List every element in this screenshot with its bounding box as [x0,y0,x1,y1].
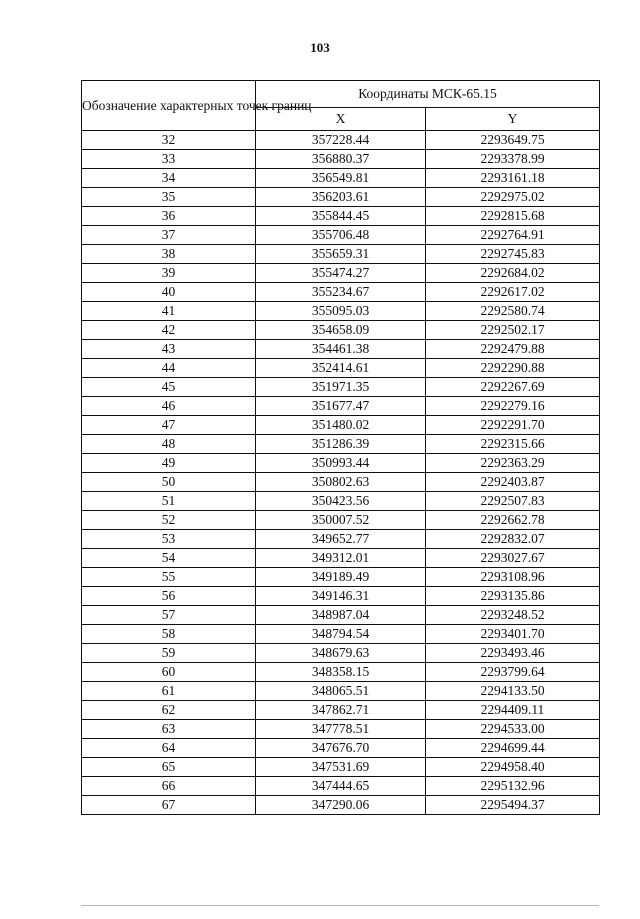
y-cell: 2292764.91 [426,226,600,245]
table-row [82,777,600,796]
table-row [82,416,600,435]
point-cell: 60 [82,663,256,682]
table-row [82,492,600,511]
point-cell: 66 [82,777,256,796]
header-row-top [82,81,600,108]
point-cell: 38 [82,245,256,264]
table-row [82,739,600,758]
x-cell: 347531.69 [256,758,426,777]
x-cell: 352414.61 [256,359,426,378]
table-row [82,321,600,340]
table-row [82,302,600,321]
y-cell: 2292279.16 [426,397,600,416]
y-cell: 2295494.37 [426,796,600,815]
x-cell: 348794.54 [256,625,426,644]
y-cell: 2292662.78 [426,511,600,530]
x-cell: 347290.06 [256,796,426,815]
table-row [82,720,600,739]
x-cell: 348987.04 [256,606,426,625]
x-cell: 349312.01 [256,549,426,568]
point-cell: 51 [82,492,256,511]
point-cell: 34 [82,169,256,188]
point-cell: 65 [82,758,256,777]
y-cell: 2293401.70 [426,625,600,644]
point-cell: 58 [82,625,256,644]
x-cell: 356203.61 [256,188,426,207]
x-cell: 347862.71 [256,701,426,720]
point-cell: 44 [82,359,256,378]
y-cell: 2295132.96 [426,777,600,796]
y-cell: 2292975.02 [426,188,600,207]
x-cell: 355095.03 [256,302,426,321]
x-cell: 347444.65 [256,777,426,796]
point-cell: 47 [82,416,256,435]
table-row [82,473,600,492]
y-cell: 2294133.50 [426,682,600,701]
x-cell: 355659.31 [256,245,426,264]
table-row [82,340,600,359]
y-cell: 2292502.17 [426,321,600,340]
point-cell: 35 [82,188,256,207]
x-cell: 350007.52 [256,511,426,530]
point-cell: 36 [82,207,256,226]
table-row [82,796,600,815]
x-cell: 349189.49 [256,568,426,587]
table-row [82,378,600,397]
table-row [82,682,600,701]
table-row [82,188,600,207]
point-cell: 50 [82,473,256,492]
x-cell: 347676.70 [256,739,426,758]
table-row [82,644,600,663]
point-cell: 64 [82,739,256,758]
x-cell: 351677.47 [256,397,426,416]
point-cell: 43 [82,340,256,359]
table-row [82,435,600,454]
x-cell: 348065.51 [256,682,426,701]
y-cell: 2292507.83 [426,492,600,511]
table-row [82,245,600,264]
table-row [82,169,600,188]
y-cell: 2294958.40 [426,758,600,777]
point-cell: 54 [82,549,256,568]
y-cell: 2292815.68 [426,207,600,226]
point-cell: 57 [82,606,256,625]
x-cell: 354461.38 [256,340,426,359]
x-cell: 349652.77 [256,530,426,549]
table-row [82,530,600,549]
table-row [82,359,600,378]
point-cell: 67 [82,796,256,815]
x-cell: 350802.63 [256,473,426,492]
y-cell: 2293378.99 [426,150,600,169]
x-cell: 348358.15 [256,663,426,682]
coordinates-table [81,80,600,815]
y-cell: 2292267.69 [426,378,600,397]
point-cell: 56 [82,587,256,606]
x-cell: 355706.48 [256,226,426,245]
x-cell: 350423.56 [256,492,426,511]
y-cell: 2293135.86 [426,587,600,606]
page-number: 103 [310,40,330,55]
x-cell: 355234.67 [256,283,426,302]
x-cell: 355844.45 [256,207,426,226]
table-row [82,511,600,530]
point-cell: 53 [82,530,256,549]
point-cell: 41 [82,302,256,321]
point-cell: 52 [82,511,256,530]
table-row [82,663,600,682]
page-bottom-rule [81,905,599,906]
x-cell: 351286.39 [256,435,426,454]
x-cell: 354658.09 [256,321,426,340]
y-cell: 2293799.64 [426,663,600,682]
y-cell: 2294699.44 [426,739,600,758]
x-cell: 350993.44 [256,454,426,473]
y-cell: 2292832.07 [426,530,600,549]
y-cell: 2292617.02 [426,283,600,302]
table-row [82,454,600,473]
point-cell: 59 [82,644,256,663]
point-cell: 37 [82,226,256,245]
x-cell: 348679.63 [256,644,426,663]
y-cell: 2292479.88 [426,340,600,359]
y-cell: 2292745.83 [426,245,600,264]
y-cell: 2292684.02 [426,264,600,283]
y-cell: 2292315.66 [426,435,600,454]
table-row [82,549,600,568]
table-row [82,701,600,720]
y-cell: 2293161.18 [426,169,600,188]
table-row [82,625,600,644]
y-cell: 2294533.00 [426,720,600,739]
y-cell: 2292291.70 [426,416,600,435]
table-row [82,264,600,283]
y-cell: 2292403.87 [426,473,600,492]
y-cell: 2294409.11 [426,701,600,720]
table-row [82,283,600,302]
y-cell: 2293248.52 [426,606,600,625]
point-cell: 40 [82,283,256,302]
x-cell: 349146.31 [256,587,426,606]
table-row [82,758,600,777]
table-header [82,81,600,131]
point-cell: 39 [82,264,256,283]
table-row [82,226,600,245]
x-cell: 357228.44 [256,131,426,150]
table-body [82,131,600,815]
y-cell: 2292290.88 [426,359,600,378]
y-cell: 2293649.75 [426,131,600,150]
point-cell: 45 [82,378,256,397]
point-cell: 63 [82,720,256,739]
x-cell: 351480.02 [256,416,426,435]
point-column-header: Обозначение характерных точек границ [82,81,256,131]
y-cell: 2293108.96 [426,568,600,587]
x-cell: 351971.35 [256,378,426,397]
point-cell: 61 [82,682,256,701]
point-cell: 55 [82,568,256,587]
table-row [82,131,600,150]
point-cell: 62 [82,701,256,720]
point-cell: 46 [82,397,256,416]
x-column-header: X [256,108,426,131]
table-row [82,587,600,606]
x-cell: 356880.37 [256,150,426,169]
x-cell: 355474.27 [256,264,426,283]
y-cell: 2293027.67 [426,549,600,568]
point-cell: 48 [82,435,256,454]
y-cell: 2292580.74 [426,302,600,321]
table-row [82,207,600,226]
y-cell: 2292363.29 [426,454,600,473]
point-cell: 33 [82,150,256,169]
y-column-header: Y [426,108,600,131]
coordinates-header: Координаты МСК-65.15 [256,81,600,108]
point-cell: 49 [82,454,256,473]
x-cell: 356549.81 [256,169,426,188]
point-cell: 42 [82,321,256,340]
table-row [82,150,600,169]
table-row [82,606,600,625]
table-row [82,397,600,416]
point-cell: 32 [82,131,256,150]
x-cell: 347778.51 [256,720,426,739]
y-cell: 2293493.46 [426,644,600,663]
table-row [82,568,600,587]
